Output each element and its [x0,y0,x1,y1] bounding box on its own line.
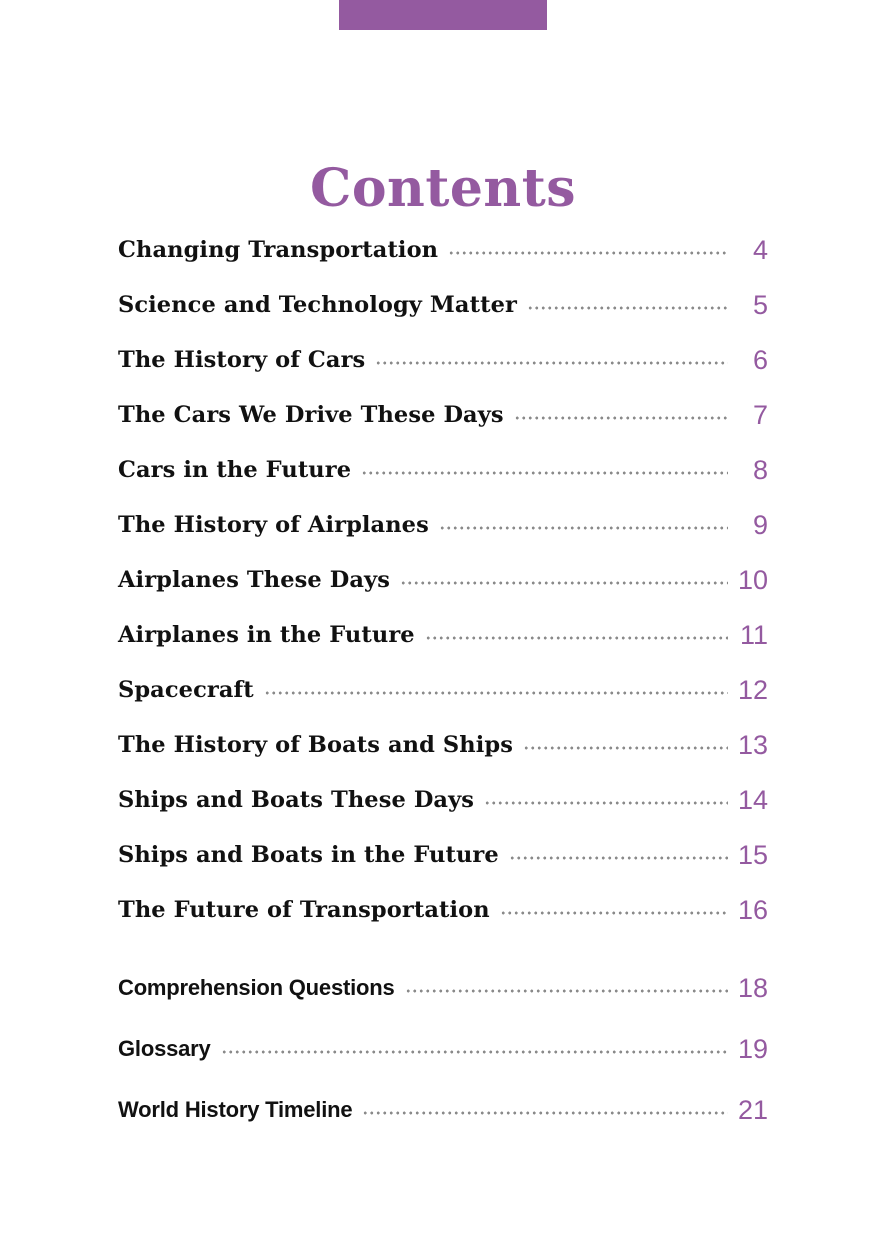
toc-entry-comprehension-questions[interactable] [118,970,768,1006]
toc-entry-label: The History of Cars [118,347,366,373]
toc-entry-label: Changing Transportation [118,237,439,263]
toc-entry-world-history-timeline[interactable] [118,1092,768,1128]
toc-entry-page: 11 [739,619,768,650]
dot-leader [500,911,728,915]
dot-leader [221,1050,728,1054]
dot-leader [361,471,728,475]
toc-entry-history-of-cars[interactable] [118,342,768,378]
toc-entry-label: World History Timeline [118,1097,353,1122]
toc-entry-page: 6 [752,344,768,375]
toc-entry-label: Cars in the Future [118,457,352,483]
toc-entry-page: 18 [737,972,768,1003]
toc-entry-future-of-transportation[interactable] [118,892,768,928]
page-title: Contents [309,157,577,219]
dot-leader [362,1111,728,1115]
toc-entry-page: 19 [737,1033,768,1064]
toc-entry-cars-these-days[interactable] [118,397,768,433]
dot-leader [509,856,728,860]
toc-entry-label: Ships and Boats in the Future [118,842,499,868]
toc-entry-label: Airplanes in the Future [118,622,415,648]
toc-entry-changing-transportation[interactable] [118,232,768,268]
toc-entry-label: Airplanes These Days [118,567,390,593]
toc-entry-science-and-technology[interactable] [118,287,768,323]
toc-entry-page: 13 [737,729,768,760]
toc-entry-label: Comprehension Questions [118,975,395,1000]
dot-leader [375,361,728,365]
toc-entry-airplanes-these-days[interactable] [118,562,768,598]
toc-entry-page: 21 [737,1094,768,1125]
toc-entry-label: Ships and Boats These Days [118,787,475,813]
toc-entry-ships-in-the-future[interactable] [118,837,768,873]
toc-entry-label: The History of Boats and Ships [118,732,513,758]
header-accent-bar [339,0,547,30]
toc-entry-label: Glossary [118,1036,211,1061]
toc-entry-spacecraft[interactable] [118,672,768,708]
dot-leader [484,801,728,805]
dot-leader [514,416,728,420]
toc-entry-label: The History of Airplanes [118,512,429,538]
toc-entry-label: The Future of Transportation [118,897,490,923]
toc-entry-page: 4 [752,234,768,265]
toc-entry-history-of-boats[interactable] [118,727,768,763]
toc-entry-label: The Cars We Drive These Days [118,402,504,428]
toc-entry-page: 16 [737,894,768,925]
toc-entry-glossary[interactable] [118,1031,768,1067]
toc-entry-page: 10 [737,564,768,595]
toc-entry-page: 12 [737,674,768,705]
dot-leader [405,989,728,993]
toc-entry-label: Science and Technology Matter [118,292,517,318]
dot-leader [439,526,728,530]
toc-entry-page: 15 [737,839,768,870]
dot-leader [448,251,728,255]
toc-entry-airplanes-in-the-future[interactable] [118,617,768,653]
toc-entry-history-of-airplanes[interactable] [118,507,768,543]
dot-leader [523,746,728,750]
toc-entry-page: 9 [752,509,768,540]
toc-entry-page: 14 [737,784,768,815]
toc-entry-ships-these-days[interactable] [118,782,768,818]
toc-entry-page: 5 [752,289,768,320]
toc-entry-page: 7 [752,399,768,430]
dot-leader [527,306,728,310]
dot-leader [425,636,728,640]
toc-entry-cars-in-the-future[interactable] [118,452,768,488]
dot-leader [400,581,728,585]
toc-entry-page: 8 [752,454,768,485]
toc-entry-label: Spacecraft [118,677,254,703]
dot-leader [264,691,728,695]
